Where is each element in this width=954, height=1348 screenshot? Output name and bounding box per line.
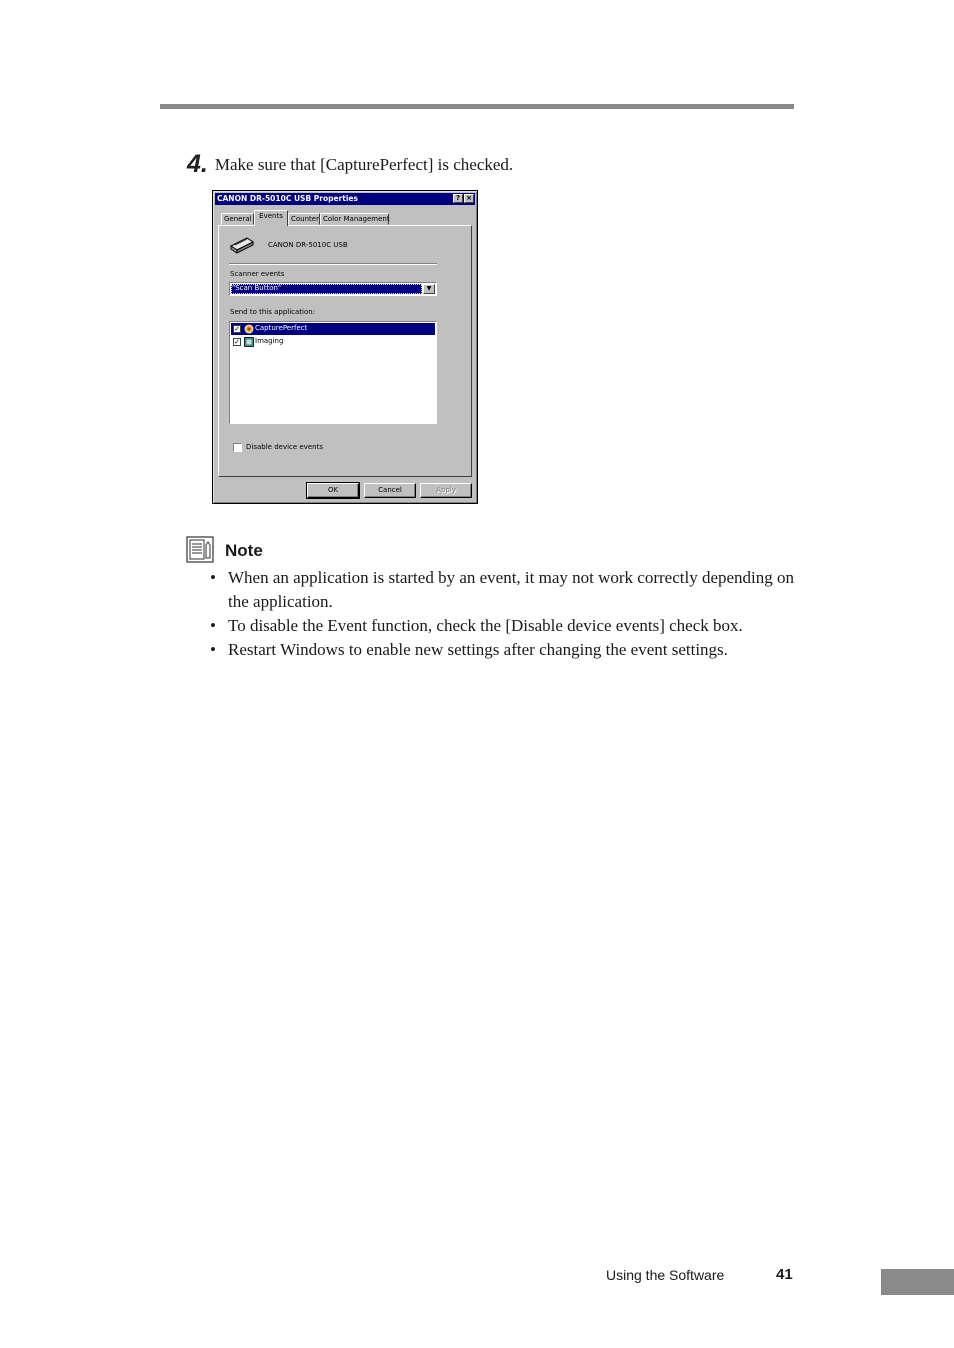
- send-to-label: Send to this application:: [230, 308, 316, 316]
- bullet: •: [210, 640, 216, 659]
- checkbox-imaging[interactable]: ✓: [234, 338, 240, 346]
- list-item-captureperfect[interactable]: [231, 323, 435, 335]
- application-list[interactable]: [229, 321, 437, 424]
- note-item-text: When an application is started by an event, it may not work correctly depending on the application.: [228, 568, 795, 611]
- list-item: [210, 566, 810, 614]
- scanner-events-select[interactable]: [229, 282, 437, 296]
- app-name: CapturePerfect: [255, 324, 308, 332]
- imaging-icon: [244, 337, 254, 347]
- thumb-index-tab: [881, 1269, 954, 1295]
- note-icon: [186, 536, 216, 564]
- captureperfect-icon: [244, 324, 254, 334]
- dropdown-arrow-icon[interactable]: ▼: [423, 284, 435, 294]
- close-button[interactable]: ×: [464, 194, 474, 203]
- scanner-events-label: Scanner events: [230, 270, 285, 278]
- dialog-title: CANON DR-5010C USB Properties: [217, 194, 358, 203]
- scanner-events-value: "Scan Button": [231, 284, 422, 294]
- cancel-button[interactable]: Cancel: [364, 483, 416, 498]
- bullet: •: [210, 568, 216, 587]
- note-list: [210, 566, 810, 662]
- separator: [229, 263, 437, 265]
- list-item-imaging[interactable]: [231, 336, 435, 348]
- note-item-text: To disable the Event function, check the [Disable device events] check box.: [228, 616, 743, 635]
- tab-counter[interactable]: Counter: [288, 213, 320, 225]
- disable-device-events-label: Disable device events: [246, 443, 323, 451]
- properties-dialog: [212, 190, 478, 504]
- step-4: [187, 150, 513, 179]
- help-button[interactable]: ?: [453, 194, 463, 203]
- step-instruction: Make sure that [CapturePerfect] is checked.: [214, 155, 514, 174]
- dialog-titlebar[interactable]: [215, 193, 475, 205]
- scanner-icon: [229, 234, 255, 256]
- ok-button[interactable]: OK: [307, 483, 359, 498]
- note-item-text: Restart Windows to enable new settings after changing the event settings.: [228, 640, 728, 659]
- note-title: Note: [225, 541, 263, 560]
- tab-color-management[interactable]: Color Management: [320, 213, 389, 225]
- apply-button[interactable]: Apply: [420, 483, 472, 498]
- tab-events[interactable]: Events: [254, 210, 288, 226]
- tab-general[interactable]: General: [221, 213, 254, 225]
- app-name: Imaging: [255, 337, 284, 345]
- list-item: [210, 614, 810, 638]
- events-panel: [218, 225, 472, 477]
- bullet: •: [210, 616, 216, 635]
- footer-section-label: Using the Software: [606, 1267, 725, 1283]
- header-rule: [160, 104, 794, 109]
- page-number: 41: [776, 1266, 793, 1283]
- step-number: 4.: [187, 150, 208, 178]
- list-item: [210, 638, 810, 662]
- checkbox[interactable]: [233, 443, 242, 452]
- device-name: CANON DR-5010C USB: [268, 241, 348, 249]
- checkbox-captureperfect[interactable]: ✓: [234, 325, 240, 333]
